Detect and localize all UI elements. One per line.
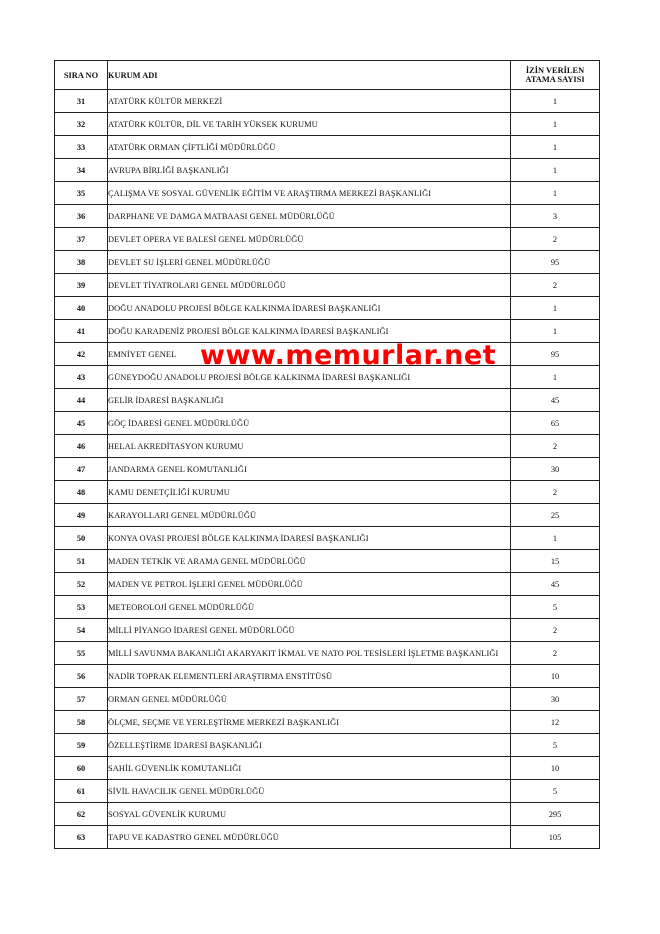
row-izin-sayisi: 25 [511,504,600,527]
row-kurum-adi: SOSYAL GÜVENLİK KURUMU [108,803,511,826]
row-sira-no: 62 [55,803,108,826]
table-row [55,803,600,826]
table-row [55,573,600,596]
header-izin-line1: İZİN VERİLEN [525,66,585,75]
table-row [55,412,600,435]
row-kurum-adi: DEVLET TİYATROLARI GENEL MÜDÜRLÜĞÜ [108,274,511,297]
row-kurum-adi: KARAYOLLARI GENEL MÜDÜRLÜĞÜ [108,504,511,527]
row-kurum-adi: HELAL AKREDİTASYON KURUMU [108,435,511,458]
row-kurum-adi: KONYA OVASI PROJESİ BÖLGE KALKINMA İDARESİ BAŞKANLIĞI [108,527,511,550]
row-izin-sayisi: 1 [511,366,600,389]
row-izin-sayisi: 5 [511,780,600,803]
table-header-row [55,61,600,90]
row-sira-no: 35 [55,182,108,205]
table-row [55,665,600,688]
row-sira-no: 45 [55,412,108,435]
row-izin-sayisi: 10 [511,757,600,780]
row-izin-sayisi: 5 [511,734,600,757]
header-sira-no: SIRA NO [55,61,108,90]
row-kurum-adi: DEVLET OPERA VE BALESİ GENEL MÜDÜRLÜĞÜ [108,228,511,251]
table-row [55,734,600,757]
row-izin-sayisi: 2 [511,274,600,297]
row-kurum-adi: GELİR İDARESİ BAŞKANLIĞI [108,389,511,412]
row-kurum-adi: ORMAN GENEL MÜDÜRLÜĞÜ [108,688,511,711]
table-row [55,90,600,113]
row-kurum-adi: DARPHANE VE DAMGA MATBAASI GENEL MÜDÜRLÜĞÜ [108,205,511,228]
table-row [55,780,600,803]
row-sira-no: 55 [55,642,108,665]
row-izin-sayisi: 2 [511,481,600,504]
row-izin-sayisi: 105 [511,826,600,849]
row-izin-sayisi: 65 [511,412,600,435]
row-kurum-adi: JANDARMA GENEL KOMUTANLIĞI [108,458,511,481]
row-sira-no: 54 [55,619,108,642]
row-sira-no: 32 [55,113,108,136]
row-sira-no: 63 [55,826,108,849]
row-sira-no: 49 [55,504,108,527]
row-kurum-adi: ATATÜRK ORMAN ÇİFTLİĞİ MÜDÜRLÜĞÜ [108,136,511,159]
table-row [55,757,600,780]
row-sira-no: 53 [55,596,108,619]
table-row [55,550,600,573]
table-row [55,297,600,320]
table-row [55,527,600,550]
row-sira-no: 48 [55,481,108,504]
row-sira-no: 37 [55,228,108,251]
row-izin-sayisi: 45 [511,389,600,412]
row-kurum-adi: SAHİL GÜVENLİK KOMUTANLIĞI [108,757,511,780]
row-kurum-adi: DOĞU KARADENİZ PROJESİ BÖLGE KALKINMA İDARESİ BAŞKANLIĞI [108,320,511,343]
row-izin-sayisi: 3 [511,205,600,228]
institution-table [54,60,600,849]
row-kurum-adi: DOĞU ANADOLU PROJESİ BÖLGE KALKINMA İDARESİ BAŞKANLIĞI [108,297,511,320]
row-kurum-adi: GÖÇ İDARESİ GENEL MÜDÜRLÜĞÜ [108,412,511,435]
row-izin-sayisi: 1 [511,527,600,550]
row-izin-sayisi: 95 [511,343,600,366]
row-izin-sayisi: 1 [511,320,600,343]
row-kurum-adi: MADEN TETKİK VE ARAMA GENEL MÜDÜRLÜĞÜ [108,550,511,573]
table-row [55,458,600,481]
row-kurum-adi: AVRUPA BİRLİĞİ BAŞKANLIĞI [108,159,511,182]
row-izin-sayisi: 1 [511,182,600,205]
row-sira-no: 33 [55,136,108,159]
row-kurum-adi: SİVİL HAVACILIK GENEL MÜDÜRLÜĞÜ [108,780,511,803]
row-kurum-adi: NADİR TOPRAK ELEMENTLERİ ARAŞTIRMA ENSTİTÜSÜ [108,665,511,688]
row-sira-no: 51 [55,550,108,573]
row-izin-sayisi: 95 [511,251,600,274]
row-izin-sayisi: 1 [511,297,600,320]
row-sira-no: 57 [55,688,108,711]
table-row [55,642,600,665]
row-izin-sayisi: 1 [511,136,600,159]
row-izin-sayisi: 45 [511,573,600,596]
table-row [55,688,600,711]
row-izin-sayisi: 30 [511,688,600,711]
row-sira-no: 41 [55,320,108,343]
table-row [55,159,600,182]
row-kurum-adi: MADEN VE PETROL İŞLERİ GENEL MÜDÜRLÜĞÜ [108,573,511,596]
row-kurum-adi: MİLLİ PİYANGO İDARESİ GENEL MÜDÜRLÜĞÜ [108,619,511,642]
row-kurum-adi: ÖZELLEŞTİRME İDARESİ BAŞKANLIĞI [108,734,511,757]
row-kurum-adi: ATATÜRK KÜLTÜR, DİL VE TARİH YÜKSEK KURUMU [108,113,511,136]
table-row [55,113,600,136]
table-row [55,389,600,412]
row-sira-no: 47 [55,458,108,481]
header-izin-verilen [511,61,600,90]
table-row [55,228,600,251]
row-sira-no: 38 [55,251,108,274]
row-kurum-adi: MİLLİ SAVUNMA BAKANLIĞI AKARYAKIT İKMAL VE NATO POL TESİSLERİ İŞLETME BAŞKANLIĞI [108,642,511,665]
row-izin-sayisi: 2 [511,619,600,642]
row-kurum-adi: ATATÜRK KÜLTÜR MERKEZİ [108,90,511,113]
table-row [55,435,600,458]
row-sira-no: 60 [55,757,108,780]
row-sira-no: 46 [55,435,108,458]
row-izin-sayisi: 10 [511,665,600,688]
row-izin-sayisi: 2 [511,435,600,458]
row-sira-no: 36 [55,205,108,228]
row-izin-sayisi: 12 [511,711,600,734]
row-sira-no: 50 [55,527,108,550]
row-izin-sayisi: 1 [511,159,600,182]
row-kurum-adi: ÖLÇME, SEÇME VE YERLEŞTİRME MERKEZİ BAŞKANLIĞI [108,711,511,734]
row-kurum-adi: GÜNEYDOĞU ANADOLU PROJESİ BÖLGE KALKINMA İDARESİ BAŞKANLIĞI [108,366,511,389]
table-row [55,274,600,297]
row-kurum-adi: KAMU DENETÇİLİĞİ KURUMU [108,481,511,504]
table-row [55,136,600,159]
row-izin-sayisi: 5 [511,596,600,619]
row-izin-sayisi: 30 [511,458,600,481]
row-sira-no: 52 [55,573,108,596]
row-izin-sayisi: 2 [511,228,600,251]
table-row [55,826,600,849]
table-row [55,205,600,228]
row-sira-no: 43 [55,366,108,389]
table-row [55,251,600,274]
row-sira-no: 44 [55,389,108,412]
watermark-text: www.memurlar.net [200,340,497,371]
header-kurum-adi: KURUM ADI [108,61,511,90]
table-row [55,619,600,642]
row-sira-no: 59 [55,734,108,757]
table-row [55,481,600,504]
row-sira-no: 34 [55,159,108,182]
row-izin-sayisi: 2 [511,642,600,665]
row-kurum-adi: EMNİYET GENEL [108,343,511,366]
header-izin-line2: ATAMA SAYISI [525,75,585,84]
row-sira-no: 31 [55,90,108,113]
row-sira-no: 56 [55,665,108,688]
row-sira-no: 39 [55,274,108,297]
row-izin-sayisi: 1 [511,113,600,136]
row-kurum-adi: ÇALIŞMA VE SOSYAL GÜVENLİK EĞİTİM VE ARAŞTIRMA MERKEZİ BAŞKANLIĞI [108,182,511,205]
row-sira-no: 40 [55,297,108,320]
row-izin-sayisi: 295 [511,803,600,826]
row-izin-sayisi: 15 [511,550,600,573]
row-izin-sayisi: 1 [511,90,600,113]
row-kurum-adi: TAPU VE KADASTRO GENEL MÜDÜRLÜĞÜ [108,826,511,849]
row-sira-no: 61 [55,780,108,803]
row-kurum-adi: DEVLET SU İŞLERİ GENEL MÜDÜRLÜĞÜ [108,251,511,274]
row-sira-no: 58 [55,711,108,734]
table-body [55,90,600,849]
table-row [55,711,600,734]
row-sira-no: 42 [55,343,108,366]
table-row [55,182,600,205]
table-row [55,596,600,619]
table-row [55,504,600,527]
row-kurum-adi: METEOROLOJİ GENEL MÜDÜRLÜĞÜ [108,596,511,619]
